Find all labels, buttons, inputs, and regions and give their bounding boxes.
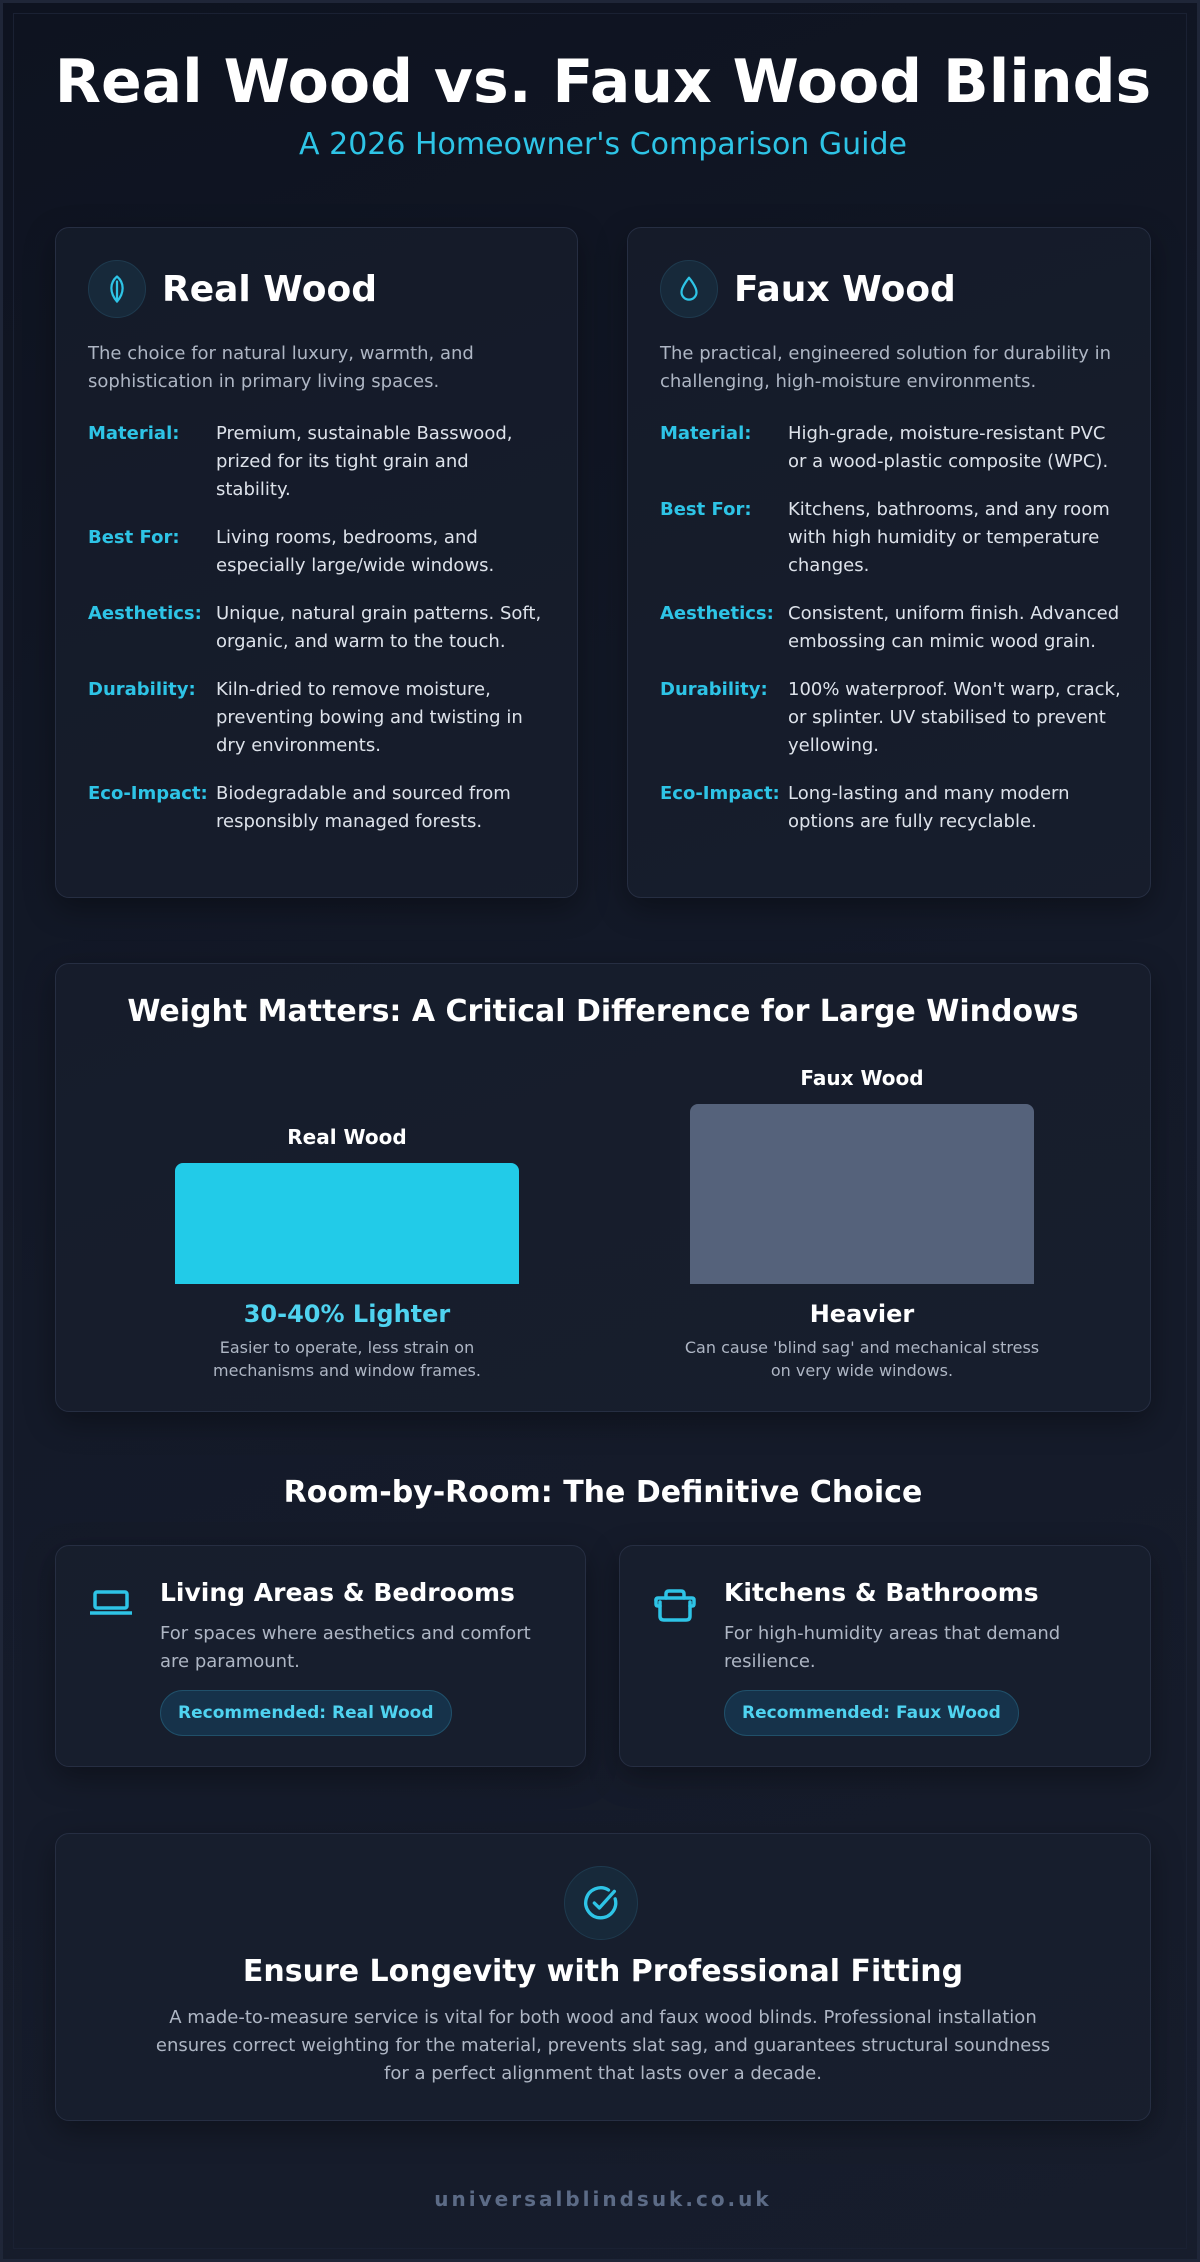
card-description: The practical, engineered solution for durability in challenging, high-moisture environments. <box>660 343 1112 392</box>
fitting-body: A made-to-measure service is vital for both wood and faux wood blinds. Professional installation ensures correct weighting for the material, prevents slat sag, and guarantees structural soundness for a perfect alignment that lasts over a decade. <box>155 2007 1051 2084</box>
water-drop-icon <box>660 260 718 318</box>
weight-headline: Heavier <box>809 1300 915 1328</box>
attribute-value: Unique, natural grain patterns. Soft, organic, and warm to the touch. <box>216 603 542 652</box>
weight-bar-label: Faux Wood <box>800 1066 924 1090</box>
attribute-row <box>660 496 1122 580</box>
attribute-value: Biodegradable and sourced from responsibly managed forests. <box>216 783 511 832</box>
attribute-row <box>660 600 1122 656</box>
room-card-kitchen <box>619 1545 1151 1767</box>
attribute-list <box>88 420 549 856</box>
check-circle-icon <box>564 1866 638 1940</box>
card-description: The choice for natural luxury, warmth, and sophistication in primary living spaces. <box>88 343 474 392</box>
attribute-label: Material: <box>660 423 752 444</box>
attribute-row <box>88 600 549 656</box>
attribute-row <box>660 780 1122 836</box>
attribute-value: 100% waterproof. Won't warp, crack, or splinter. UV stabilised to prevent yellowing. <box>788 679 1121 756</box>
weight-section <box>55 963 1151 1412</box>
page-title: Real Wood vs. Faux Wood Blinds <box>54 47 1152 117</box>
attribute-label: Durability: <box>88 679 196 700</box>
weight-bar-label: Real Wood <box>287 1125 407 1149</box>
bathtub-icon <box>652 1588 698 1628</box>
recommendation-badge: Recommended: Faux Wood <box>724 1690 1019 1736</box>
attribute-label: Eco-Impact: <box>88 783 208 804</box>
attribute-value: Kiln-dried to remove moisture, preventing bowing and twisting in dry environments. <box>216 679 523 756</box>
weight-bar-group <box>175 964 519 1413</box>
attribute-value: Kitchens, bathrooms, and any room with high humidity or temperature changes. <box>788 499 1110 576</box>
attribute-row <box>88 420 549 504</box>
weight-note: Can cause 'blind sag' and mechanical stress on very wide windows. <box>684 1338 1040 1380</box>
attribute-row <box>88 676 549 760</box>
laptop-icon <box>88 1588 134 1622</box>
attribute-value: Consistent, uniform finish. Advanced embossing can mimic wood grain. <box>788 603 1120 652</box>
attribute-label: Aesthetics: <box>660 603 774 624</box>
fitting-title: Ensure Longevity with Professional Fitting <box>242 1954 964 1989</box>
weight-note: Easier to operate, less strain on mechanisms and window frames. <box>213 1338 481 1380</box>
room-description: For high-humidity areas that demand resilience. <box>724 1623 1061 1672</box>
attribute-value: Living rooms, bedrooms, and especially large/wide windows. <box>216 527 495 576</box>
attribute-row <box>88 780 549 836</box>
attribute-label: Aesthetics: <box>88 603 202 624</box>
attribute-value: High-grade, moisture-resistant PVC or a wood-plastic composite (WPC). <box>788 423 1109 472</box>
attribute-label: Durability: <box>660 679 768 700</box>
attribute-value: Long-lasting and many modern options are fully recyclable. <box>788 783 1070 832</box>
card-title: Faux Wood <box>734 268 956 310</box>
attribute-label: Best For: <box>660 499 752 520</box>
weight-headline: 30-40% Lighter <box>243 1300 451 1328</box>
attribute-row <box>88 524 549 580</box>
weight-bar <box>175 1163 519 1284</box>
leaf-icon <box>88 260 146 318</box>
weight-title: Weight Matters: A Critical Difference for Large Windows <box>127 994 1079 1029</box>
attribute-value: Premium, sustainable Basswood, prized for its tight grain and stability. <box>216 423 513 500</box>
attribute-label: Best For: <box>88 527 180 548</box>
page-subtitle: A 2026 Homeowner's Comparison Guide <box>299 127 907 162</box>
faux-wood-card <box>627 227 1151 898</box>
attribute-label: Material: <box>88 423 180 444</box>
card-title: Real Wood <box>162 268 377 310</box>
room-description: For spaces where aesthetics and comfort are paramount. <box>160 1623 531 1672</box>
footer-site: universalblindsuk.co.uk <box>434 2187 772 2211</box>
rooms-title: Room-by-Room: The Definitive Choice <box>283 1475 923 1510</box>
weight-bar <box>690 1104 1034 1284</box>
attribute-label: Eco-Impact: <box>660 783 780 804</box>
recommendation-badge: Recommended: Real Wood <box>160 1690 452 1736</box>
room-title: Living Areas & Bedrooms <box>160 1578 515 1607</box>
attribute-row <box>660 676 1122 760</box>
real-wood-card <box>55 227 578 898</box>
weight-bar-group <box>684 964 1040 1413</box>
room-title: Kitchens & Bathrooms <box>724 1578 1039 1607</box>
attribute-row <box>660 420 1122 476</box>
attribute-list <box>660 420 1122 856</box>
room-card-living <box>55 1545 586 1767</box>
fitting-section <box>55 1833 1151 2121</box>
